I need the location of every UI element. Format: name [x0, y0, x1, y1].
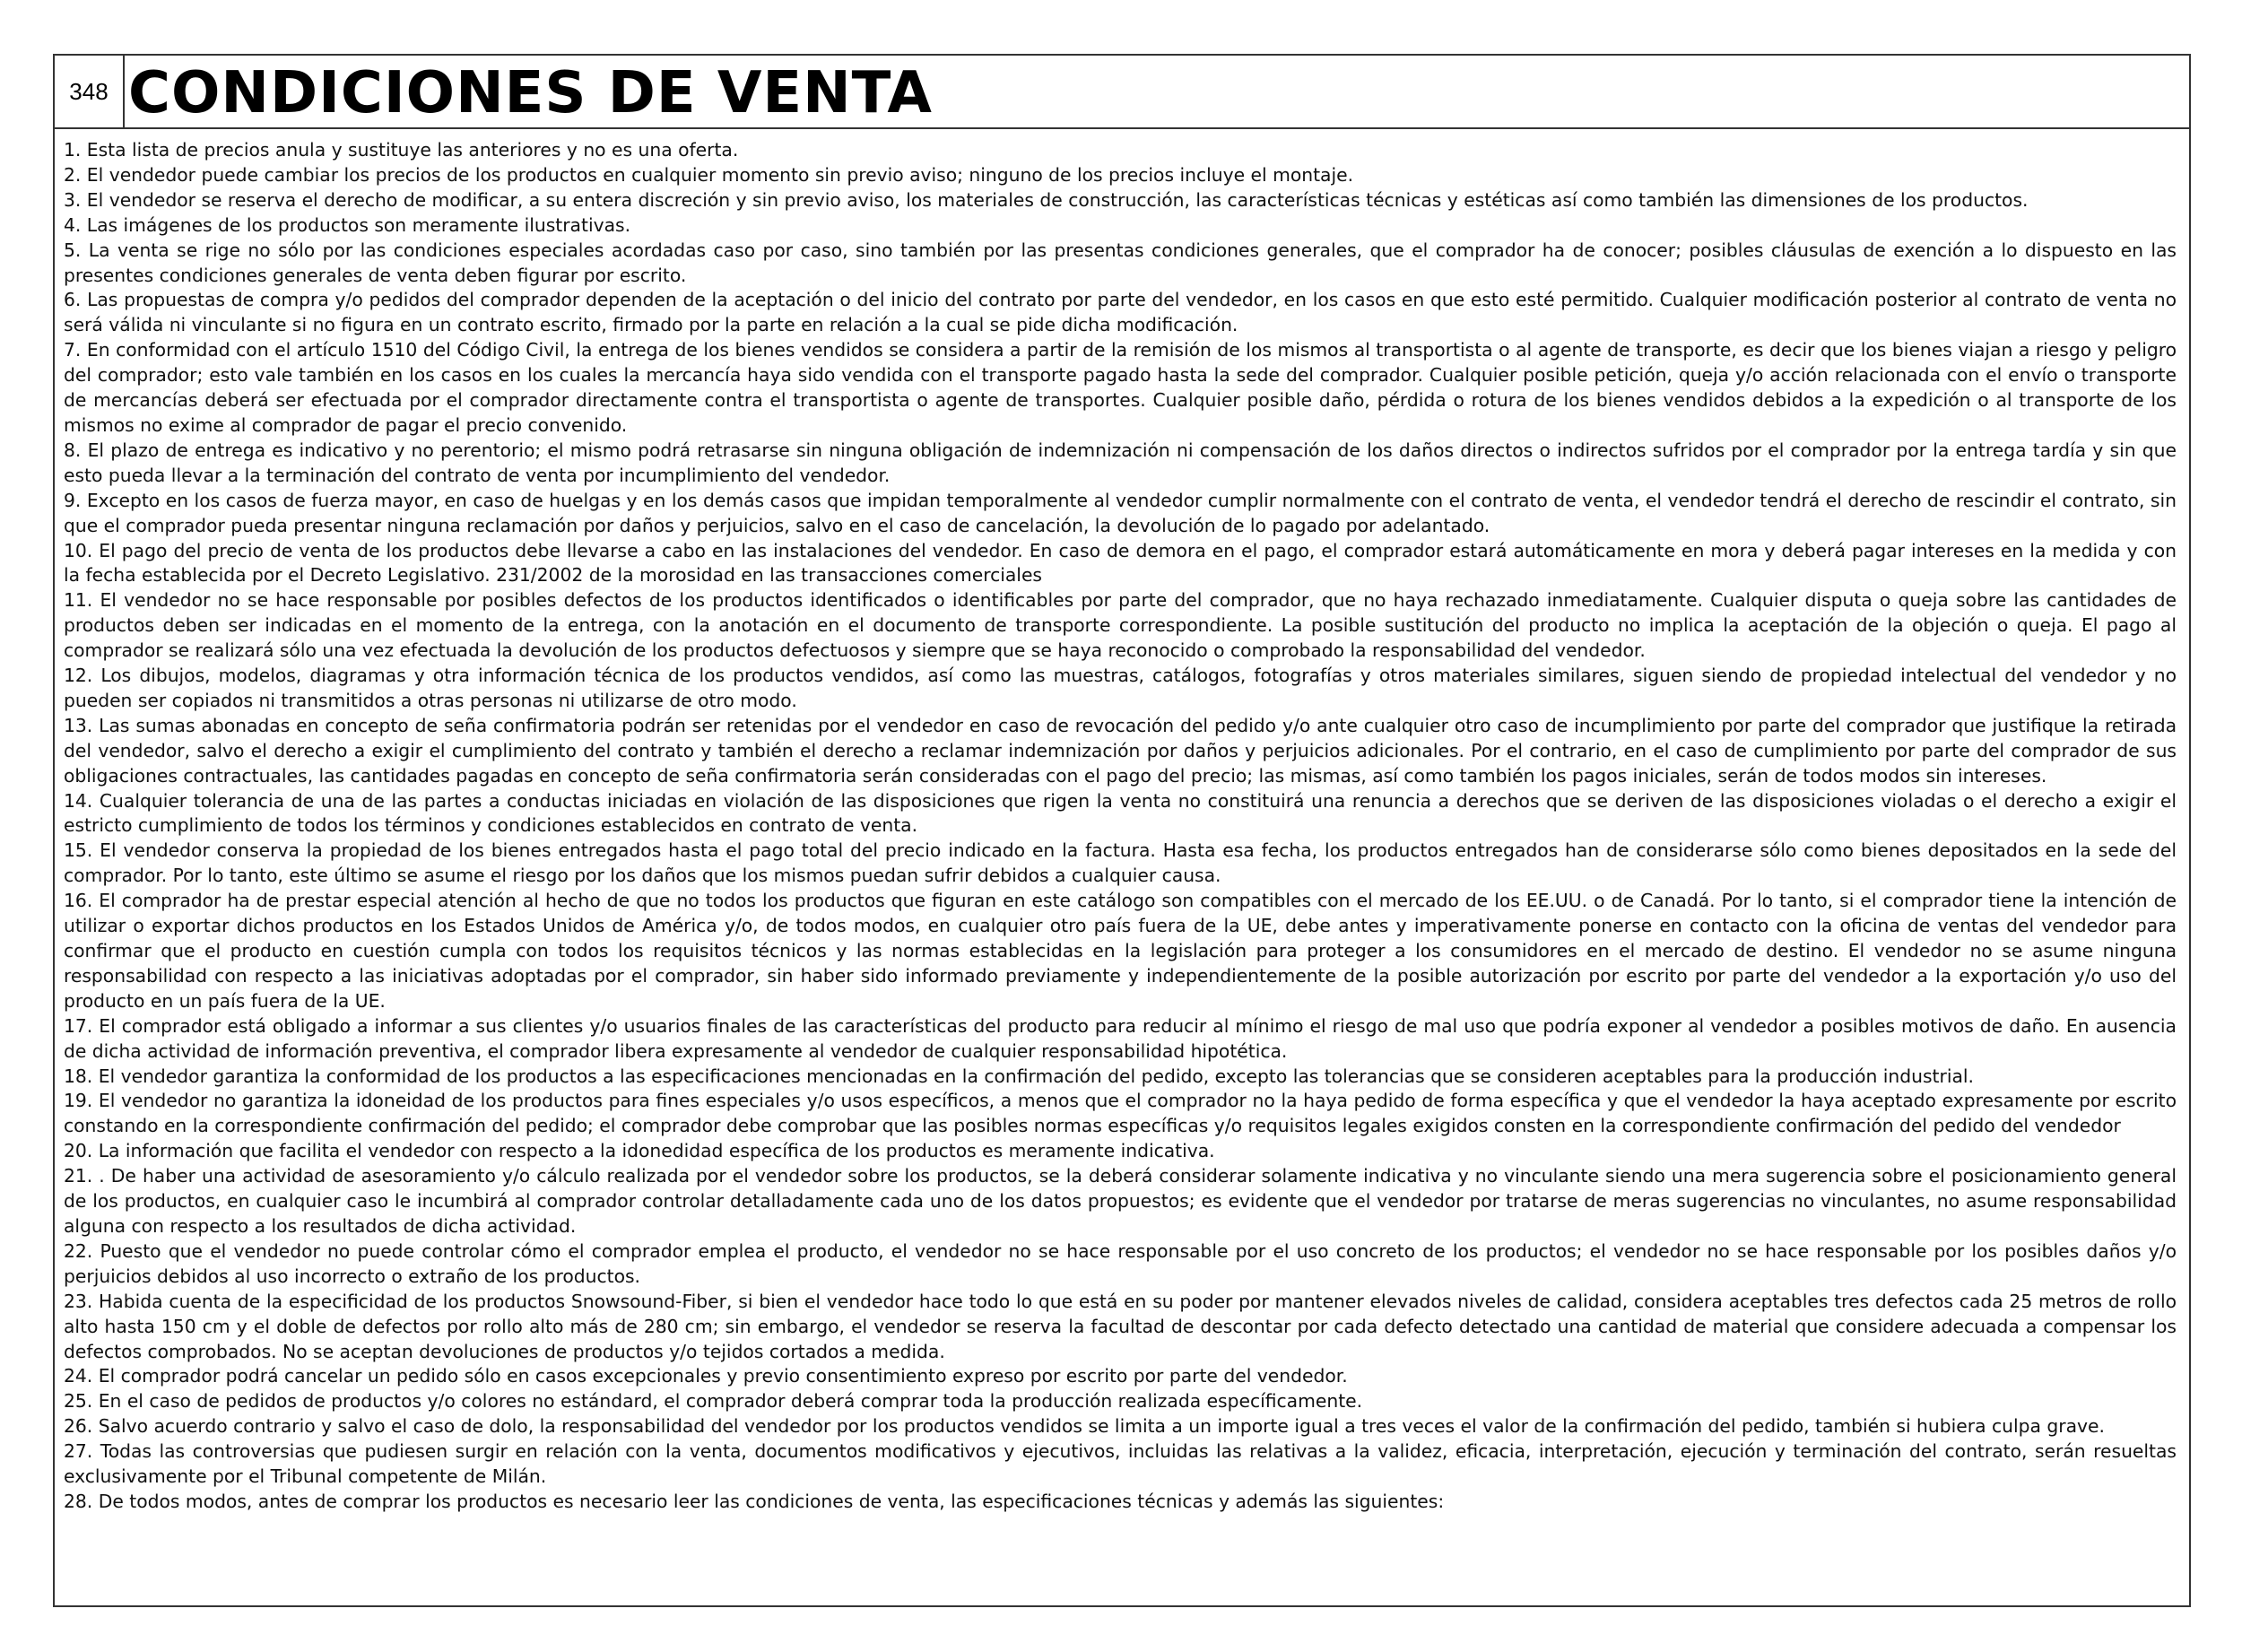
clause-18: 18. El vendedor garantiza la conformidad de los productos a las especificaciones mencionadas en la confirmación del pedido, excepto las tolerancias que se consideren aceptables para la producción industrial.: [64, 1065, 1974, 1087]
clause-17: 17. El comprador está obligado a informar a sus clientes y/o usuarios finales de las características del producto para reducir al mínimo el riesgo de mal uso que podría exponer al vendedor a posibles motivos de daño. En ausencia de dicha actividad de información preventiva, el comprador libera expresamente al vendedor de cualquier responsabilidad hipotética.: [64, 1014, 2177, 1062]
conditions-list: [64, 138, 2177, 1515]
clause-1: 1. Esta lista de precios anula y sustituye las anteriores y no es una oferta.: [64, 139, 739, 161]
clause-27: 27. Todas las controversias que pudiesen surgir en relación con la venta, documentos modificativos y ejecutivos, incluidas las relativas a la validez, eficacia, interpretación, ejecución y terminación del contrato, serán resueltas exclusivamente por el Tribunal competente de Milán.: [64, 1440, 2177, 1488]
page-header: [55, 56, 2189, 129]
clause-26: 26. Salvo acuerdo contrario y salvo el caso de dolo, la responsabilidad del vendedor por los productos vendidos se limita a un importe igual a tres veces el valor de la confirmación del pedido, también si hubiera culpa grave.: [64, 1415, 2105, 1438]
clause-21: 21. . De haber una actividad de asesoramiento y/o cálculo realizada por el vendedor sobre los productos, se la deberá considerar solamente indicativa y no vinculante siendo una mera sugerencia sobre el posicionamiento general de los productos, en cualquier caso le incumbirá al comprador controlar detalladamente cada uno de los datos propuestos; es evidente que el vendedor por tratarse de meras sugerencias no vinculantes, no asume responsabilidad alguna con respecto a los resultados de dicha actividad.: [64, 1165, 2177, 1237]
document-frame: [53, 54, 2191, 1607]
clause-20: 20. La información que facilita el vendedor con respecto a la idonedidad específica de los productos es meramente indicativa.: [64, 1140, 1215, 1162]
clause-12: 12. Los dibujos, modelos, diagramas y otra información técnica de los productos vendidos, así como las muestras, catálogos, fotografías y otros materiales similares, siguen siendo de propiedad intelectual del vendedor y no pueden ser copiados ni transmitidos a otras personas ni utilizarse de otro modo.: [64, 665, 2177, 711]
clause-9: 9. Excepto en los casos de fuerza mayor, en caso de huelgas y en los demás casos que impidan temporalmente al vendedor cumplir normalmente con el contrato de venta, el vendedor tendrá el derecho de rescindir el contrato, sin que el comprador pueda presentar ninguna reclamación por daños y perjuicios, salvo en el caso de cancelación, la devolución de lo pagado por adelantado.: [64, 489, 2177, 536]
page-number: 348: [55, 56, 125, 127]
clause-16: 16. El comprador ha de prestar especial atención al hecho de que no todos los productos que figuran en este catálogo son compatibles con el mercado de los EE.UU. o de Canadá. Por lo tanto, si el comprador tiene la intención de utilizar o exportar dichos productos en los Estados Unidos de América y/o, de todos modos, en cualquier otro país fuera de la UE, debe antes y imperativamente ponerse en contacto con la oficina de ventas del vendedor para confirmar que el producto en cuestión cumpla con todos los requisitos técnicos y las normas establecidas en la legislación para proteger a los consumidores en el mercado de destino. El vendedor no se asume ninguna responsabilidad con respecto a las iniciativas adoptadas por el comprador, sin haber sido informado previamente y independientemente de la posible autorización por escrito por parte del vendedor a la exportación y/o uso del producto en un país fuera de la UE.: [64, 890, 2177, 1012]
clause-2: 2. El vendedor puede cambiar los precios de los productos en cualquier momento sin previo aviso; ninguno de los precios incluye el montaje.: [64, 163, 1354, 186]
clause-8: 8. El plazo de entrega es indicativo y no perentorio; el mismo podrá retrasarse sin ninguna obligación de indemnización ni compensación de los daños directos o indirectos sufridos por el comprador por la entrega tardía y sin que esto pueda llevar a la terminación del contrato de venta por incumplimiento del vendedor.: [64, 439, 2177, 486]
clause-14: 14. Cualquier tolerancia de una de las partes a conductas iniciadas en violación de las disposiciones que rigen la venta no constituirá una renuncia a derechos que se deriven de las disposiciones violadas o el derecho a exigir el estricto cumplimiento de todos los términos y condiciones establecidos en contrato de venta.: [64, 789, 2177, 837]
clause-11: 11. El vendedor no se hace responsable por posibles defectos de los productos identificados o identificables por parte del comprador, que no haya rechazado inmediatamente. Cualquier disputa o queja sobre las cantidades de productos deben ser indicadas en el momento de la entrega, con la anotación en el documento de transporte correspondiente. La posible sustitución del producto no implica la aceptación de la objeción o queja. El pago al comprador se realizará sólo una vez efectuada la devolución de los productos defectuosos y siempre que se haya reconocido o comprobado la responsabilidad del vendedor.: [64, 589, 2177, 662]
clause-25: 25. En el caso de pedidos de productos y/o colores no estándard, el comprador deberá comprar toda la producción realizada específicamente.: [64, 1390, 1363, 1413]
clause-23: 23. Habida cuenta de la especificidad de los productos Snowsound-Fiber, si bien el vendedor hace todo lo que está en su poder por mantener elevados niveles de calidad, considera aceptables tres defectos cada 25 metros de rollo alto hasta 150 cm y el doble de defectos por rollo alto más de 280 cm; sin embargo, el vendedor se reserva la facultad de descontar por cada defecto detectado una cantidad de material que considere adecuada a compensar los defectos comprobados. No se aceptan devoluciones de productos y/o tejidos cortados a medida.: [64, 1290, 2177, 1362]
clause-22: 22. Puesto que el vendedor no puede controlar cómo el comprador emplea el producto, el vendedor no se hace responsable por el uso concreto de los productos; el vendedor no se hace responsable por los posibles daños y/o perjuicios debidos al uso incorrecto o extraño de los productos.: [64, 1239, 2177, 1287]
clause-19: 19. El vendedor no garantiza la idoneidad de los productos para fines especiales y/o usos específicos, a menos que el comprador no la haya pedido de forma específica y que el vendedor la haya aceptado expresamente por escrito constando en la correspondiente confirmación del pedido; el comprador debe comprobar que las posibles normas específicas y/o requisitos legales exigidos consten en la correspondiente confirmación del pedido del vendedor: [64, 1090, 2177, 1137]
clause-10: 10. El pago del precio de venta de los productos debe llevarse a cabo en las instalaciones del vendedor. En caso de demora en el pago, el comprador estará automáticamente en mora y deberá pagar intereses en la medida y con la fecha establecida por el Decreto Legislativo. 231/2002 de la morosidad en las transacciones comerciales: [64, 539, 2177, 587]
clause-15: 15. El vendedor conserva la propiedad de los bienes entregados hasta el pago total del precio indicado en la factura. Hasta esa fecha, los productos entregados han de considerarse sólo como bienes depositados en la sede del comprador. Por lo tanto, este último se asume el riesgo por los daños que los mismos puedan sufrir debidos a cualquier causa.: [64, 839, 2177, 887]
clause-7: 7. En conformidad con el artículo 1510 del Código Civil, la entrega de los bienes vendidos se considera a partir de la remisión de los mismos al transportista o al agente de transporte, es decir que los bienes viajan a riesgo y peligro del comprador; esto vale también en los casos en los cuales la mercancía haya sido vendida con el transporte pagado hasta la sede del comprador. Cualquier posible petición, queja y/o acción relacionada con el envío o transporte de mercancías deberá ser efectuada por el comprador directamente contra el transportista o agente de transportes. Cualquier posible daño, pérdida o rotura de los bienes vendidos debidos a la expedición o al transporte de los mismos no exime al comprador de pagar el precio convenido.: [64, 339, 2177, 436]
clause-4: 4. Las imágenes de los productos son meramente ilustrativas.: [64, 213, 631, 236]
clause-24: 24. El comprador podrá cancelar un pedido sólo en casos excepcionales y previo consentimiento expreso por escrito por parte del vendedor.: [64, 1365, 1348, 1387]
clause-6: 6. Las propuestas de compra y/o pedidos del comprador dependen de la aceptación o del inicio del contrato por parte del vendedor, en los casos en que esto esté permitido. Cualquier modificación posterior al contrato de venta no será válida ni vinculante si no figura en un contrato escrito, firmado por la parte en relación a la cual se pide dicha modificación.: [64, 289, 2177, 336]
clause-3: 3. El vendedor se reserva el derecho de modificar, a su entera discreción y sin previo aviso, los materiales de construcción, las características técnicas y estéticas así como también las dimensiones de los productos.: [64, 188, 2029, 211]
clause-13: 13. Las sumas abonadas en concepto de seña confirmatoria podrán ser retenidas por el vendedor en caso de revocación del pedido y/o ante cualquier otro caso de incumplimiento por parte del comprador que justifique la retirada del vendedor, salvo el derecho a exigir el cumplimiento del contrato y también el derecho a reclamar indemnización por daños y perjuicios adicionales. Por el contrario, en el caso de cumplimiento por parte del comprador de sus obligaciones contractuales, las cantidades pagadas en concepto de seña confirmatoria serán consideradas con el pago del precio; las mismas, así como también los pagos iniciales, serán de todos modos sin intereses.: [64, 714, 2177, 787]
page-title: CONDICIONES DE VENTA: [128, 60, 933, 126]
clause-28: 28. De todos modos, antes de comprar los productos es necesario leer las condiciones de venta, las especificaciones técnicas y además las siguientes:: [64, 1490, 1445, 1512]
clause-5: 5. La venta se rige no sólo por las condiciones especiales acordadas caso por caso, sino también por las presentas condiciones generales, que el comprador ha de conocer; posibles cláusulas de exención a lo dispuesto en las presentes condiciones generales de venta deben figurar por escrito.: [64, 239, 2177, 286]
